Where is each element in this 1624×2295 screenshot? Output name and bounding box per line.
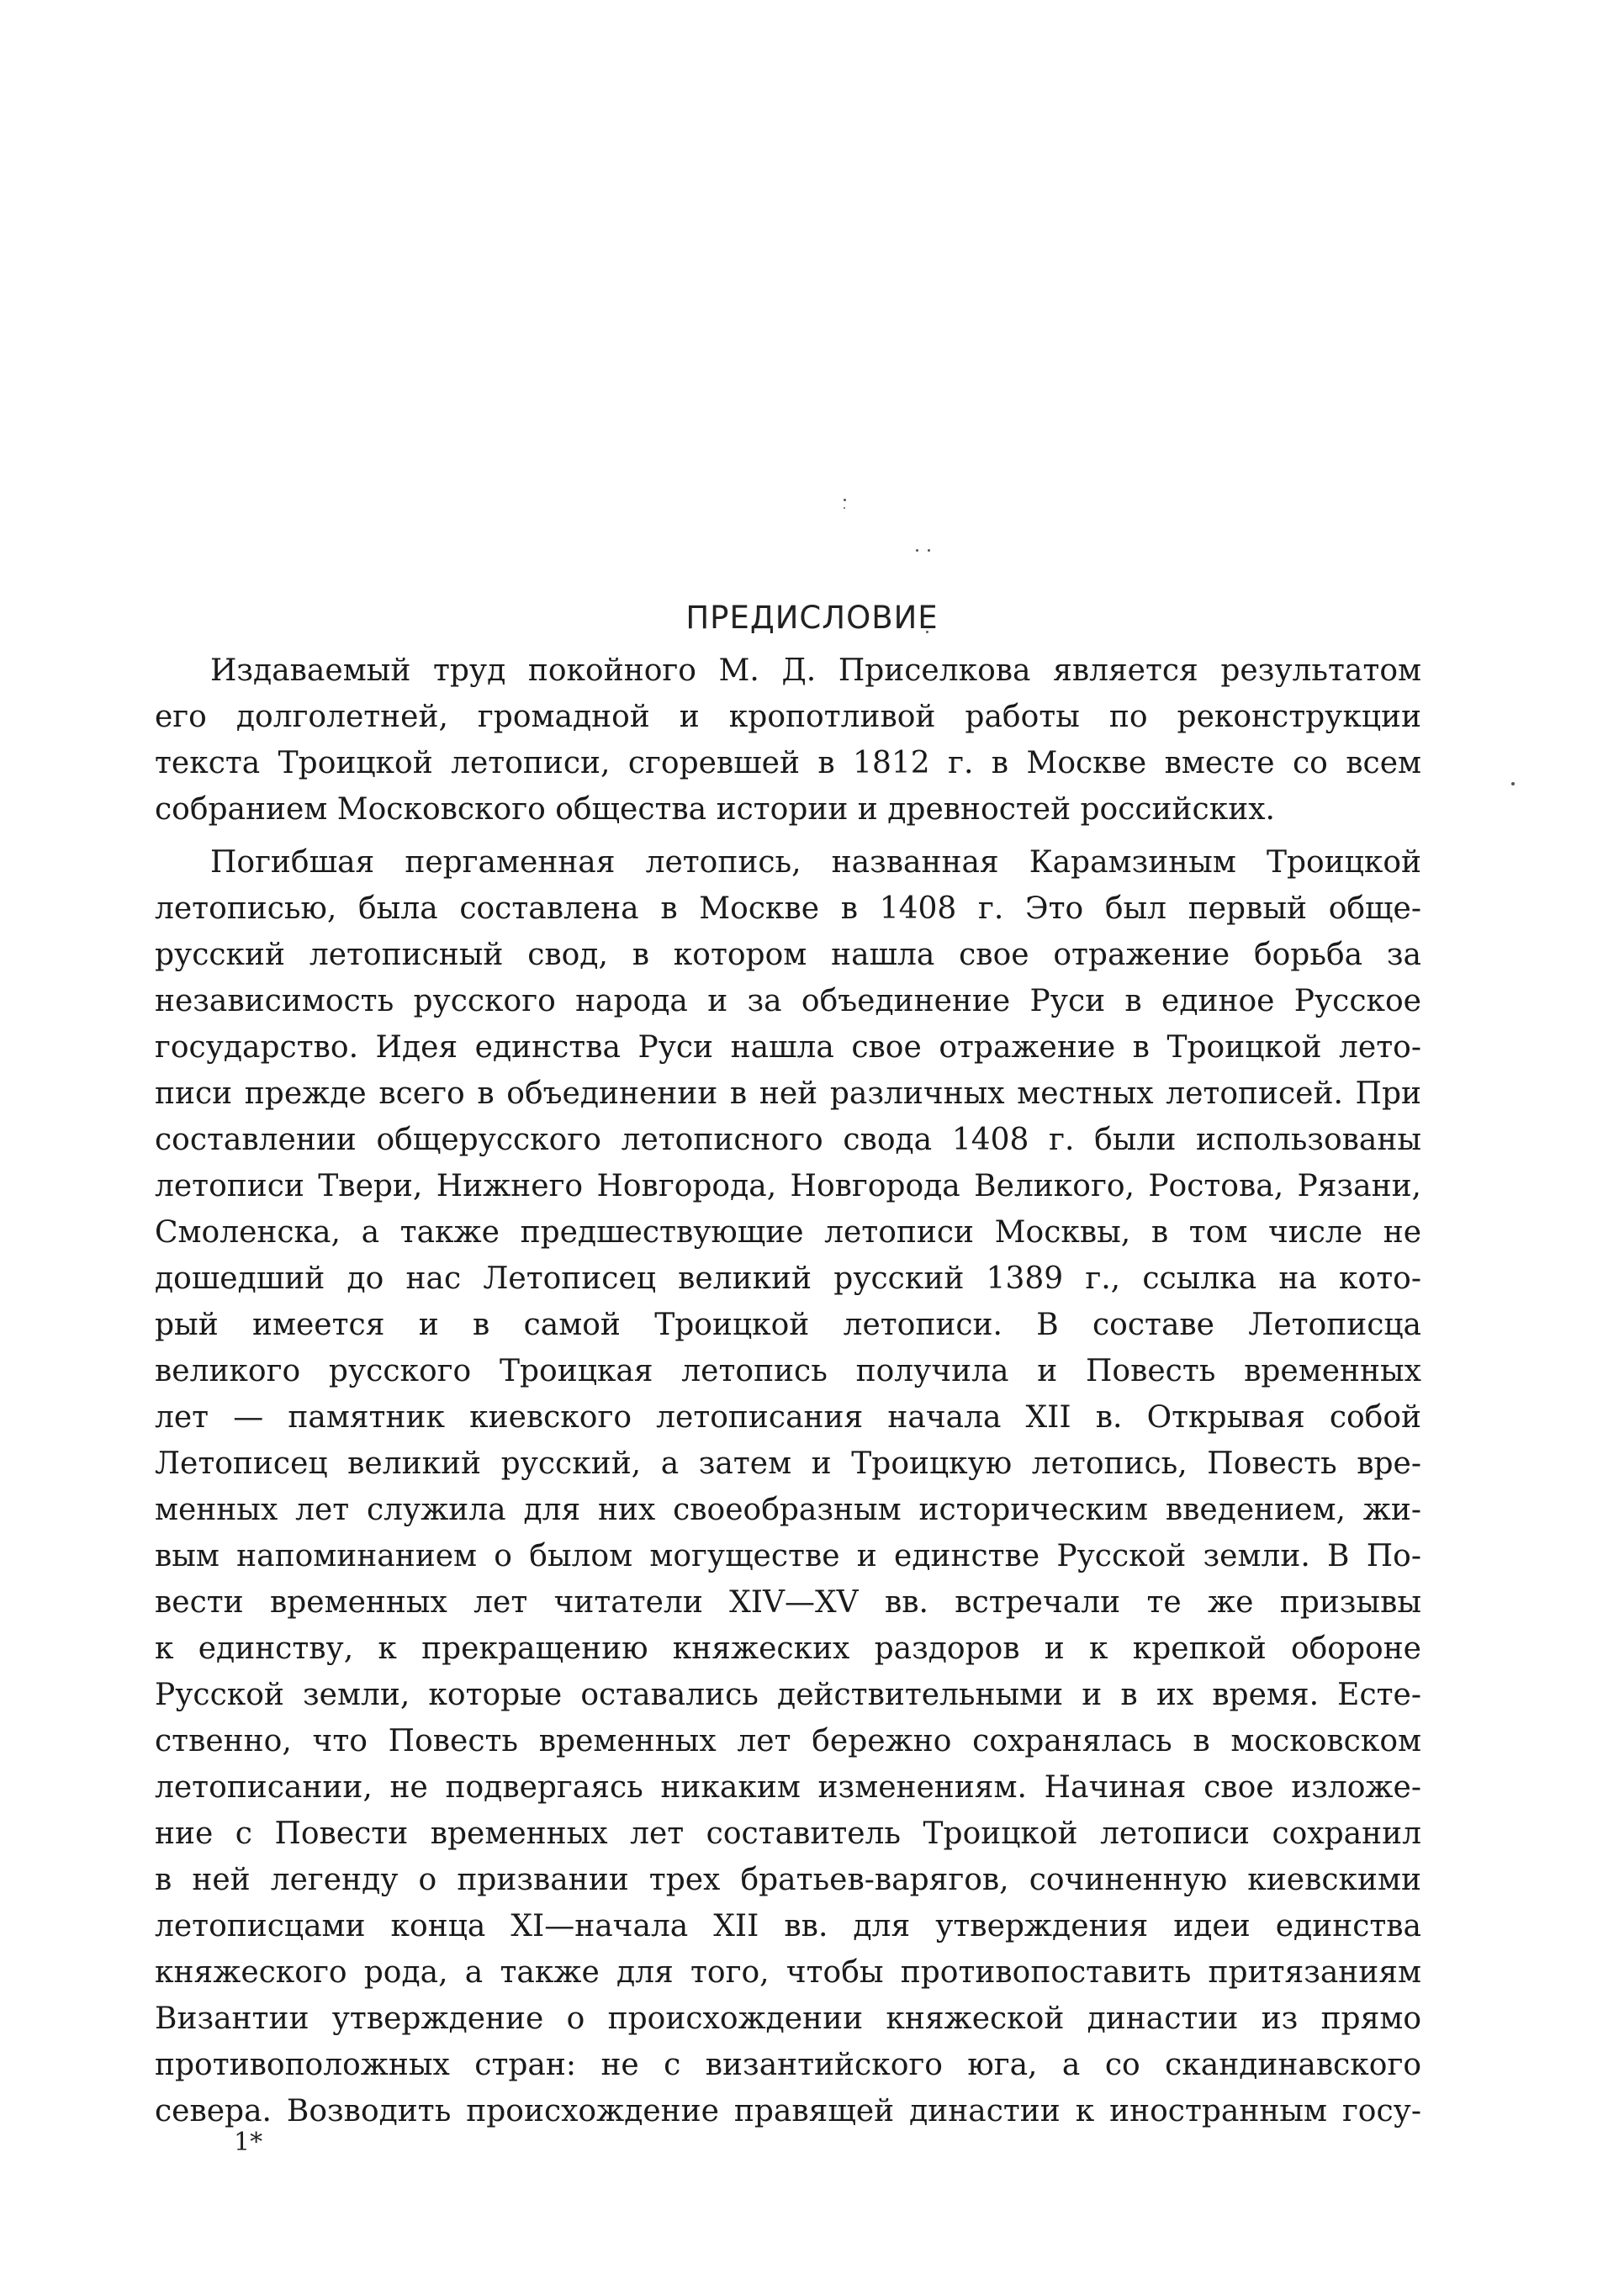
text-line: ственно, что Повесть временных лет бережно сохранялась в московском [155,1724,1421,1758]
text-line: Смоленска, а также предшествующие летописи Москвы, в том числе не [155,1215,1421,1250]
paragraph-1 [155,648,1421,833]
text-line: к единству, к прекращению княжеских раздоров и к крепкой обороне [155,1631,1421,1666]
text-line: Погибшая пергаменная летопись, названная Карамзиным Троицкой [210,845,1421,880]
text-line: русский летописный свод, в котором нашла свое отражение борьба за [155,938,1421,972]
text-line: летописи Твери, Нижнего Новгорода, Новгорода Великого, Ростова, Рязани, [155,1169,1421,1203]
text-line: великого русского Троицкая летопись получила и Повесть временных [155,1354,1421,1388]
signature-mark: 1* [234,2128,263,2157]
text-line: государство. Идея единства Руси нашла свое отражение в Троицкой лето- [155,1030,1421,1065]
text-line: Издаваемый труд покойного М. Д. Приселкова является результатом [210,653,1421,688]
text-line: текста Троицкой летописи, сгоревшей в 1812 г. в Москве вместе со всем [155,746,1421,780]
text-line: Летописец великий русский, а затем и Троицкую летопись, Повесть вре- [155,1446,1421,1481]
text-line: Византии утверждение о происхождении княжеской династии из прямо [155,2002,1421,2036]
text-line: вести временных лет читатели XIV—XV вв. встречали те же призывы [155,1585,1421,1620]
text-line: Русской земли, которые оставались действительными и в их время. Есте- [155,1678,1421,1712]
text-line: противоположных стран: не с византийского юга, а со скандинавского [155,2048,1421,2082]
paragraph-2 [155,839,1421,2134]
text-line: его долголетней, громадной и кропотливой работы по реконструкции [155,700,1421,734]
page-title: ПРЕДИСЛОВИЕ [685,599,939,636]
scan-speck [1511,782,1515,785]
text-line: писи прежде всего в объединении в ней различных местных летописей. При [155,1076,1421,1111]
main-text [155,648,1421,2134]
text-line: независимость русского народа и за объединение Руси в единое Русское [155,984,1421,1018]
scan-speck [844,499,846,501]
text-line: летописцами конца XI—начала XII вв. для утверждения идеи единства [155,1909,1421,1943]
text-line: севера. Возводить происхождение правящей династии к иностранным госу- [155,2094,1421,2128]
text-line: собранием Московского общества истории и древностей российских. [155,792,1275,827]
scan-speck [844,507,845,509]
text-line: княжеского рода, а также для того, чтобы противопоставить притязаниям [155,1955,1421,1990]
scan-speck [928,549,930,552]
text-line: лет — памятник киевского летописания начала XII в. Открывая собой [155,1400,1421,1435]
scan-speck [916,549,918,552]
text-line: вым напоминанием о былом могуществе и единстве Русской земли. В По- [155,1539,1421,1573]
text-line: летописании, не подвергаясь никаким изменениям. Начиная свое изложе- [155,1770,1421,1805]
text-line: ние с Повести временных лет составитель Троицкой летописи сохранил [155,1816,1421,1851]
text-line: менных лет служила для них своеобразным историческим введением, жи- [155,1493,1421,1527]
text-line: рый имеется и в самой Троицкой летописи. В составе Летописца [155,1308,1421,1342]
text-line: летописью, была составлена в Москве в 1408 г. Это был первый обще- [155,891,1421,926]
text-line: составлении общерусского летописного свода 1408 г. были использованы [155,1123,1421,1157]
text-line: в ней легенду о призвании трех братьев-варягов, сочиненную киевскими [155,1863,1421,1897]
text-line: дошедший до нас Летописец великий русский 1389 г., ссылка на кото- [155,1261,1421,1296]
